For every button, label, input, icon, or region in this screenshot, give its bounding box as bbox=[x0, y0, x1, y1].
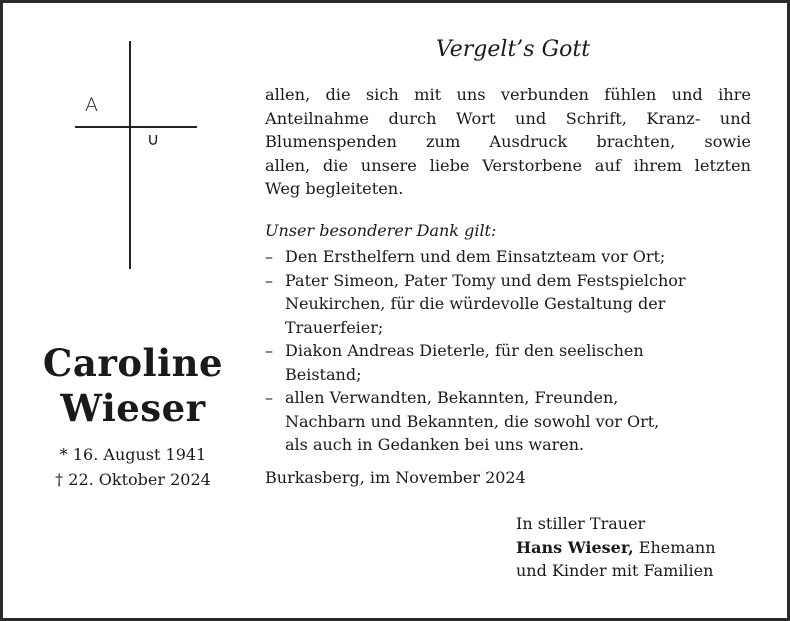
signature-name: Hans Wieser, bbox=[516, 537, 634, 557]
signature-line-family: und Kinder mit Familien bbox=[516, 561, 714, 580]
alpha-symbol-icon: A bbox=[85, 94, 98, 116]
list-item bbox=[265, 245, 755, 269]
list-dash: – bbox=[265, 341, 273, 360]
birth-date: * 16. August 1941 bbox=[59, 445, 207, 464]
death-date: † 22. Oktober 2024 bbox=[55, 470, 211, 489]
deceased-last-name: Wieser bbox=[60, 386, 206, 430]
list-item-text: Diakon Andreas Dieterle, für den seelischen Beistand; bbox=[285, 341, 644, 384]
cross-horizontal-bar bbox=[75, 126, 197, 128]
deceased-first-name: Caroline bbox=[42, 341, 224, 385]
signature-block bbox=[516, 512, 716, 583]
intro-line: Anteilnahme durch Wort und Schrift, Kranz- und bbox=[265, 108, 751, 128]
signature-relation: Ehemann bbox=[633, 537, 716, 557]
list-item bbox=[265, 269, 755, 340]
signature-line-name bbox=[516, 536, 716, 560]
cross-vertical-bar bbox=[129, 41, 131, 269]
list-dash: – bbox=[265, 388, 273, 407]
list-item bbox=[265, 339, 755, 386]
signature-line-mourning: In stiller Trauer bbox=[516, 514, 646, 533]
intro-line: allen, die unsere liebe Verstorbene auf ihrem letzten bbox=[265, 155, 751, 175]
intro-line: allen, die sich mit uns verbunden fühlen und ihre bbox=[265, 85, 751, 104]
list-dash: – bbox=[265, 270, 273, 290]
intro-paragraph bbox=[265, 83, 751, 201]
place-and-date: Burkasberg, im November 2024 bbox=[265, 468, 526, 487]
list-dash: – bbox=[265, 247, 273, 266]
list-item bbox=[265, 386, 755, 457]
intro-line: Blumenspenden zum Ausdruck brachten, sowie bbox=[265, 132, 751, 151]
list-item-text: allen Verwandten, Bekannten, Freunden, Nachbarn und Bekannten, die sowohl vor Ort, als auch in Gedanken bei uns waren. bbox=[285, 388, 660, 454]
heading: Vergelt’s Gott bbox=[435, 37, 591, 62]
omega-symbol-icon: ∩ bbox=[147, 130, 160, 150]
intro-line: Weg begleiteten. bbox=[265, 179, 404, 198]
thanks-list bbox=[265, 245, 755, 457]
list-item-text: Den Ersthelfern und dem Einsatzteam vor Ort; bbox=[285, 247, 666, 266]
thanks-heading: Unser besonderer Dank gilt: bbox=[265, 221, 497, 240]
list-item-text: Pater Simeon, Pater Tomy und dem Festspielchor Neukirchen, für die würdevolle Gestaltung der Trauerfeier; bbox=[285, 270, 686, 337]
